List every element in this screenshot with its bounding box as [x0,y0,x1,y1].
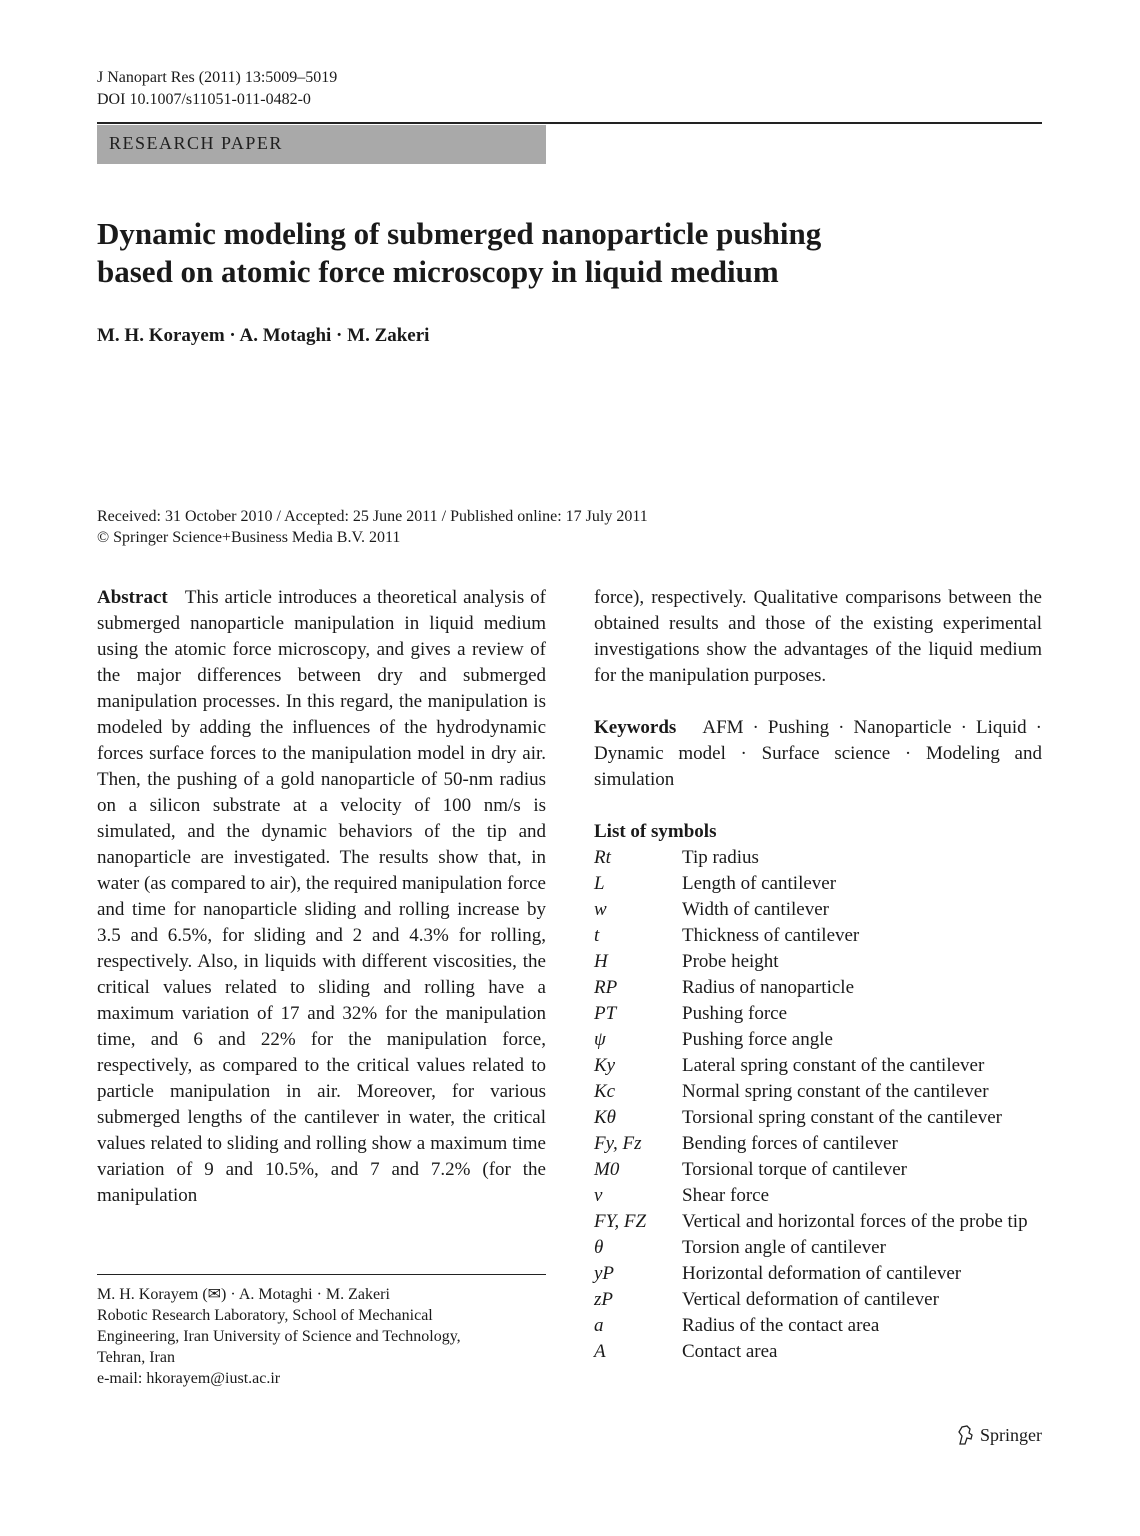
symbol-row [594,1053,1042,1079]
symbol: zP [594,1289,613,1310]
symbol-description: Torsional torque of cantilever [682,1159,908,1180]
symbol-description: Width of cantilever [682,899,829,920]
symbol-description: Radius of nanoparticle [682,977,855,998]
keywords-heading: Keywords [594,717,677,738]
symbol: Kc [594,1081,616,1102]
keywords-text: AFM · Pushing · Nanoparticle · Liquid · Dynamic model · Surface science · Modeling and simulation [594,717,1042,790]
journal-info [97,67,337,111]
publisher-logo [956,1424,1042,1446]
symbol: M0 [594,1159,620,1180]
symbol: H [594,951,608,972]
history-dates: Received: 31 October 2010 / Accepted: 25 June 2011 / Published online: 17 July 2011 [97,508,648,525]
symbol-description: Bending forces of cantilever [682,1133,898,1154]
symbol-description: Tip radius [682,847,759,868]
symbol-row [594,1287,1042,1313]
symbol: PT [594,1003,617,1024]
symbol-description: Length of cantilever [682,873,837,894]
right-column [594,585,1042,1365]
symbol: ψ [594,1029,606,1050]
symbol-description: Thickness of cantilever [682,925,860,946]
symbol-description: Pushing force angle [682,1029,833,1050]
symbol: L [594,873,605,894]
symbol-description: Vertical deformation of cantilever [682,1289,939,1310]
header-rule [97,122,1042,124]
journal-citation: J Nanopart Res (2011) 13:5009–5019 [97,69,338,86]
keywords [594,715,1042,793]
abstract-text: This article introduces a theoretical analysis of submerged nanoparticle manipulation in liquid medium using the atomic force microscopy, and gives a review of the major differences between dry and submerged manipulation processes. In this regard, the manipulation is modeled by adding the influences of the hydrodynamic forces surface forces to the manipulation model in dry air. Then, the pushing of a gold nanoparticle of 50-nm radius on a silicon substrate at a velocity of 100 nm/s is simulated, and the dynamic behaviors of the tip and nanoparticle are investigated. The results show that, in water (as compared to air), the required manipulation force and time for nanoparticle sliding and rolling increase by 3.5 and 6.5%, for sliding and 2 and 4.3% for rolling, respectively. Also, in liquids with different viscosities, the critical values related to sliding and rolling have a maximum variation of 17 and 32% for the manipulation time, and 6 and 22% for the manipulation force, respectively, as compared to the critical values related to particle manipulation in air. Moreover, for various submerged lengths of the cantilever in water, the critical values related to sliding and rolling show a maximum time variation of 9 and 10.5%, and 7 and 7.2% (for the manipulation [97,587,546,1206]
symbol: v [594,1185,603,1206]
symbol-row [594,1027,1042,1053]
footnote-affiliation-3: Tehran, Iran [97,1349,175,1366]
abstract-heading: Abstract [97,587,168,608]
symbol-description: Shear force [682,1185,770,1206]
symbol: A [594,1341,606,1362]
symbol: w [594,899,607,920]
footnote-rule [97,1274,546,1275]
symbol-row [594,1105,1042,1131]
symbol-row [594,1131,1042,1157]
symbol: Kθ [594,1107,617,1128]
title-line-2: based on atomic force microscopy in liquid medium [97,254,779,289]
symbol-row [594,845,1042,871]
symbol-description: Horizontal deformation of cantilever [682,1263,962,1284]
publisher-name: Springer [980,1424,1042,1445]
symbol-row [594,1183,1042,1209]
symbol-row [594,949,1042,975]
symbol-description: Lateral spring constant of the cantilever [682,1055,985,1076]
symbols-heading: List of symbols [594,821,717,842]
footnote-authors: M. H. Korayem (✉) · A. Motaghi · M. Zakeri [97,1286,390,1303]
abstract-continued: force), respectively. Qualitative comparisons between the obtained results and those of the existing experimental investigations show the advantages of the liquid medium for the manipulation purposes. [594,587,1042,686]
symbol-description: Probe height [682,951,779,972]
symbol-description: Contact area [682,1341,778,1362]
symbol: a [594,1315,604,1336]
symbol: FY, FZ [594,1211,647,1232]
symbol: yP [594,1263,615,1284]
article-type-label: RESEARCH PAPER [109,133,283,153]
symbol-row [594,923,1042,949]
symbol: θ [594,1237,604,1258]
author-footnote [97,1284,546,1389]
symbol-row [594,1209,1042,1235]
symbol: t [594,925,600,946]
footnote-email: e-mail: hkorayem@iust.ac.ir [97,1370,281,1387]
springer-horse-icon [956,1424,976,1446]
symbol-row [594,1313,1042,1339]
symbol-row [594,1157,1042,1183]
author-list: M. H. Korayem · A. Motaghi · M. Zakeri [97,325,430,346]
title-line-1: Dynamic modeling of submerged nanoparticle pushing [97,216,822,251]
symbol-description: Torsional spring constant of the cantilever [682,1107,1002,1128]
doi: DOI 10.1007/s11051-011-0482-0 [97,91,311,108]
copyright: © Springer Science+Business Media B.V. 2011 [97,529,401,546]
symbol: Rt [594,847,611,868]
paper-title [97,215,997,291]
symbol-description: Normal spring constant of the cantilever [682,1081,989,1102]
symbol-row [594,1079,1042,1105]
symbols-list [594,845,1042,1365]
symbol-row [594,897,1042,923]
symbol: Fy, Fz [594,1133,642,1154]
symbol-row [594,871,1042,897]
symbol-row [594,1339,1042,1365]
symbol: RP [594,977,618,998]
article-type-banner [97,125,546,164]
symbol-description: Torsion angle of cantilever [682,1237,886,1258]
symbol-row [594,1001,1042,1027]
symbol-description: Vertical and horizontal forces of the probe tip [682,1211,1028,1232]
symbol-row [594,975,1042,1001]
symbol: Ky [594,1055,616,1076]
symbol-row [594,1235,1042,1261]
abstract-column [97,585,546,1209]
footnote-affiliation-1: Robotic Research Laboratory, School of Mechanical [97,1307,433,1324]
symbol-row [594,1261,1042,1287]
footnote-affiliation-2: Engineering, Iran University of Science and Technology, [97,1328,461,1345]
symbol-description: Pushing force [682,1003,788,1024]
publication-dates [97,506,648,548]
symbol-description: Radius of the contact area [682,1315,880,1336]
